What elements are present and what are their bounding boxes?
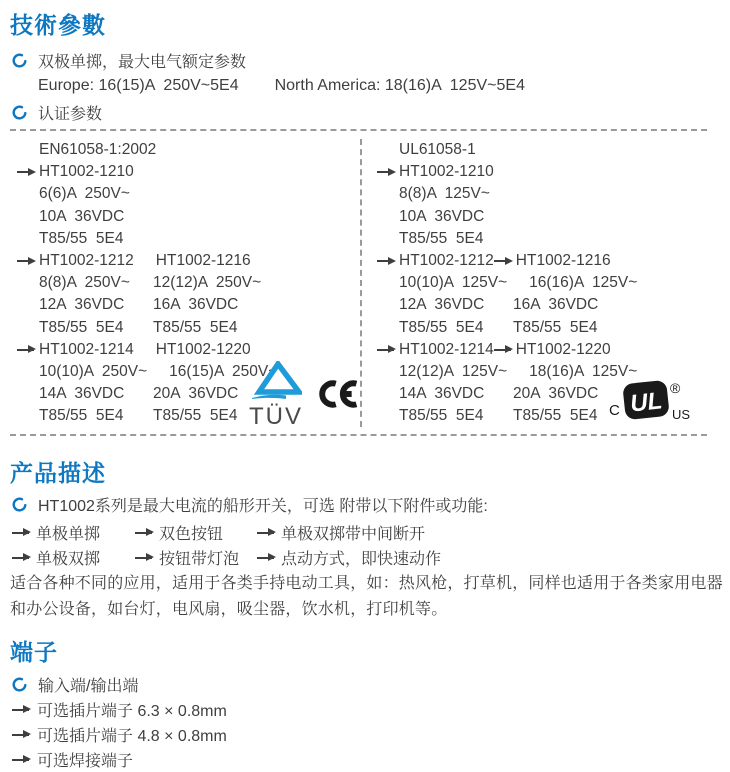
- tech-bullet-certification: [10, 102, 720, 122]
- cert-value: 14A 36VDC: [399, 385, 485, 403]
- cert-row: [377, 339, 707, 361]
- arrow-icon: [257, 557, 274, 559]
- arrow-icon: [12, 557, 29, 559]
- cert-value: 16A 36VDC: [513, 296, 599, 314]
- cert-value: HT1002-1210: [39, 163, 134, 181]
- terminal-option-label: 可选插片端子 4.8 × 0.8mm: [37, 728, 227, 746]
- terminal-option-row: [10, 697, 720, 722]
- arrow-slot: [377, 349, 399, 351]
- description-bullet: [10, 494, 720, 514]
- max-ratings-line: [10, 76, 720, 96]
- bullet-circle-icon: [12, 497, 27, 512]
- cert-standard-row: [17, 139, 360, 161]
- arrow-icon: [12, 759, 29, 761]
- cert-value: T85/55 5E4: [399, 318, 484, 336]
- cert-value: 16A 36VDC: [153, 296, 239, 314]
- cert-value: T85/55 5E4: [39, 229, 124, 247]
- arrow-slot: [17, 349, 39, 351]
- bullet-circle-icon: [12, 53, 27, 68]
- arrow-icon: [17, 260, 34, 262]
- arrow-slot: [17, 260, 39, 262]
- feature-item: [255, 546, 720, 569]
- cert-row: [17, 228, 360, 250]
- feature-list: [10, 520, 720, 570]
- feature-row: [10, 520, 720, 545]
- cert-value: HT1002-1212: [399, 252, 494, 270]
- arrow-icon: [17, 171, 34, 173]
- feature-row: [10, 545, 720, 570]
- arrow-icon: [377, 349, 394, 351]
- cert-row: [377, 228, 707, 250]
- cert-row: [17, 403, 360, 430]
- ul-letters-text: UL: [628, 387, 664, 418]
- tech-params-title: 技術參數: [10, 12, 106, 38]
- arrow-icon: [12, 532, 29, 534]
- cert-value: HT1002-1214: [399, 340, 494, 358]
- cert-value: T85/55 5E4: [39, 407, 124, 425]
- cert-value: HT1002-1214: [39, 340, 134, 358]
- cert-value: HT1002-1210: [399, 163, 494, 181]
- cert-row: [17, 361, 360, 383]
- ul-registered-text: ®: [670, 380, 681, 396]
- cert-value: 6(6)A 250V~: [39, 185, 130, 203]
- terminal-option-label: 可选焊接端子: [37, 753, 134, 771]
- cert-row: [17, 183, 360, 205]
- cert-value: 20A 36VDC: [153, 385, 239, 403]
- cert-value: 12A 36VDC: [39, 296, 125, 314]
- cert-standard-label: UL61058-1: [399, 141, 476, 159]
- cert-value: T85/55 5E4: [513, 407, 598, 425]
- applications-paragraph: 适合各种不同的应用，适用于各类手持电动工具，如：热风枪，打草机，同样也适用于各类家用电器和办公设备，如台灯，电风扇，吸尘器，饮水机，打印机等。: [10, 575, 723, 618]
- cert-value: 12(12)A 250V~: [153, 274, 262, 292]
- cert-value: 16(16)A 125V~: [529, 274, 638, 292]
- terminal-option-row: [10, 722, 720, 747]
- ce-mark-icon: [312, 377, 358, 416]
- terminals-bullet: [10, 673, 720, 695]
- cert-standard-label: EN61058-1:2002: [39, 141, 157, 159]
- cert-value: HT1002-1212: [39, 252, 134, 270]
- cert-row: [17, 339, 360, 361]
- rating-europe: Europe: 16(15)A 250V~5E4: [38, 77, 239, 94]
- bullet-circle-icon: [12, 677, 27, 692]
- cert-value: 10A 36VDC: [399, 207, 485, 225]
- terminal-option-label: 可选插片端子 6.3 × 0.8mm: [37, 703, 227, 721]
- cert-value: HT1002-1216: [515, 252, 611, 270]
- cert-value: T85/55 5E4: [399, 229, 484, 247]
- cert-row: [17, 250, 360, 272]
- arrow-icon: [377, 171, 394, 173]
- terminal-option-row: [10, 747, 720, 772]
- cert-row: [17, 272, 360, 294]
- feature-label: 双色按钮: [159, 526, 224, 544]
- terminals-title: 端子: [10, 639, 58, 666]
- ul-listed-logo: [608, 379, 692, 428]
- cert-row: [377, 161, 707, 183]
- cert-standard-row: [377, 139, 707, 161]
- arrow-icon: [12, 734, 29, 736]
- feature-item: [10, 521, 133, 544]
- feature-item: [133, 521, 255, 544]
- cert-row: [377, 317, 707, 339]
- bullet-circle-icon: [12, 105, 27, 120]
- cert-value: 8(8)A 250V~: [39, 274, 130, 292]
- cert-column-en: [10, 139, 360, 430]
- cert-value: 8(8)A 125V~: [399, 185, 490, 203]
- cert-row: [377, 272, 707, 294]
- cert-row: [17, 294, 360, 316]
- cert-value: HT1002-1220: [155, 340, 251, 358]
- feature-item: [133, 546, 255, 569]
- arrow-icon: [257, 532, 274, 534]
- feature-label: 单极双掷: [36, 551, 101, 569]
- arrow-icon: [135, 557, 152, 559]
- cert-value: HT1002-1220: [515, 340, 611, 358]
- cert-value: 12(12)A 125V~: [399, 362, 508, 380]
- product-description-title: 产品描述: [10, 460, 106, 487]
- cert-value: 10(10)A 125V~: [399, 274, 508, 292]
- arrow-icon: [377, 260, 394, 262]
- cert-value: HT1002-1216: [155, 252, 251, 270]
- cert-value: T85/55 5E4: [39, 318, 124, 336]
- cert-row: [17, 161, 360, 183]
- cert-value: T85/55 5E4: [399, 407, 484, 425]
- description-bullet-label: HT1002系列是最大电流的船形开关，可选 附带以下附件或功能:: [38, 497, 488, 515]
- cert-value: 16(15)A 250V~: [169, 362, 278, 380]
- arrow-icon: [494, 349, 511, 351]
- cert-value: 10A 36VDC: [39, 207, 125, 225]
- arrow-slot: [17, 171, 39, 173]
- cert-row: [377, 294, 707, 316]
- cert-value: 20A 36VDC: [513, 385, 599, 403]
- tuv-logo: [246, 361, 306, 428]
- ul-us-text: US: [672, 407, 691, 422]
- cert-row: [377, 250, 707, 272]
- cert-value: 12A 36VDC: [399, 296, 485, 314]
- tech-bullet-ratings: [10, 50, 720, 70]
- cert-row: [17, 317, 360, 339]
- feature-label: 点动方式，即快速动作: [281, 551, 442, 569]
- arrow-slot: [377, 260, 399, 262]
- cert-row: [17, 383, 360, 405]
- arrow-icon: [17, 349, 34, 351]
- arrow-icon: [135, 532, 152, 534]
- rating-north-america: North America: 18(16)A 125V~5E4: [274, 77, 525, 94]
- tuv-triangle-icon: [250, 361, 302, 401]
- arrow-icon: [494, 260, 511, 262]
- cert-row: [17, 206, 360, 228]
- certification-table: [10, 129, 707, 436]
- terminals-bullet-label: 输入端/输出端: [38, 677, 139, 695]
- arrow-slot: [494, 260, 516, 262]
- feature-label: 单极单掷: [36, 526, 101, 544]
- arrow-icon: [12, 709, 29, 711]
- cert-value: T85/55 5E4: [513, 318, 598, 336]
- feature-item: [255, 521, 720, 544]
- feature-item: [10, 546, 133, 569]
- cert-value: 14A 36VDC: [39, 385, 125, 403]
- cert-value: 18(16)A 125V~: [529, 362, 638, 380]
- terminal-options-list: [10, 697, 720, 772]
- cert-value: T85/55 5E4: [153, 318, 238, 336]
- cert-value: 10(10)A 250V~: [39, 362, 148, 380]
- cert-value: T85/55 5E4: [153, 407, 238, 425]
- feature-label: 单极双掷带中间断开: [281, 526, 426, 544]
- cert-row: [377, 183, 707, 205]
- tech-bullet-certification-label: 认证参数: [38, 105, 103, 123]
- arrow-slot: [377, 171, 399, 173]
- cert-row: [377, 206, 707, 228]
- feature-label: 按钮带灯泡: [159, 551, 240, 569]
- tech-bullet-ratings-label: 双极单掷，最大电气额定参数: [38, 53, 247, 71]
- tuv-logo-text: TÜV: [249, 403, 303, 430]
- ul-c-text: C: [609, 402, 620, 419]
- arrow-slot: [494, 349, 516, 351]
